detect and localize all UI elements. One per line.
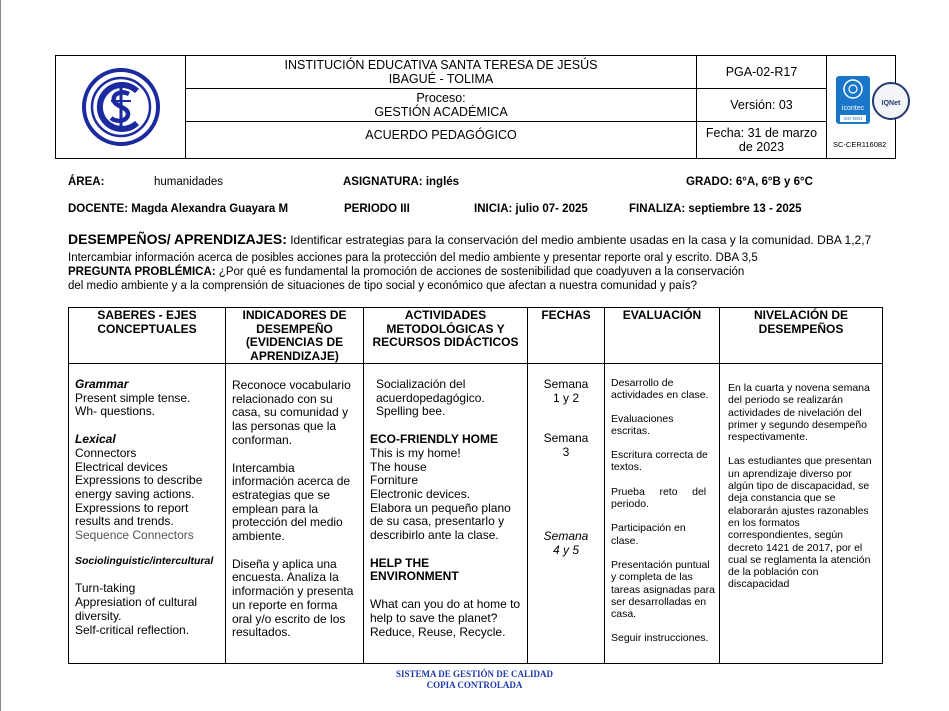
document-title-cell [186,122,697,158]
week-value: 1 y 2 [552,390,579,405]
code-cell [697,56,827,89]
document-date-line2: de 2023 [738,140,785,154]
document-version: Versión: 03 [730,98,793,112]
document-date-line1: Fecha: 31 de marzo [705,126,818,140]
socio-title: Sociolinguistic/intercultural [75,554,214,567]
footer-line2: COPIA CONTROLADA [426,680,523,690]
week-value: 3 [562,445,570,460]
cell-saberes [69,364,225,637]
objectives-line [68,231,871,247]
header-indicadores: INDICADORES DE DESEMPEÑO (EVIDENCIAS DE APRENDIZAJE) [242,308,347,363]
column-indicadores [226,308,364,663]
activity-item: Electronic devices. [370,486,471,501]
icontec-label: icontec [841,105,865,112]
icontec-icon [836,76,870,102]
header-evaluacion: EVALUACIÓN [622,308,702,322]
activity-item: Forniture [370,473,419,488]
column-saberes [69,308,226,663]
question-line2: del medio ambiente y a la comprensión de situaciones de tipo social y económico que afectan a nuestra comunidad y país? [68,280,698,292]
teacher: DOCENTE: Magda Alexandra Guayara M [68,203,289,215]
lexical-item: Sequence Connectors [75,528,194,543]
logo-cell [56,56,186,158]
evaluation-item: Presentación puntual y completa de las tareas asignadas para ser desarrolladas en casa. [611,558,715,621]
activity-item: acuerdopedagógico. [376,390,485,405]
header-nivelacion: NIVELACIÓN DE DESEMPEÑOS [753,308,848,336]
evaluation-item: Seguir instrucciones. [611,632,709,645]
subject: ASIGNATURA: inglés [343,176,460,188]
column-actividades [364,308,528,663]
question-line [68,266,744,278]
column-fechas [528,308,605,663]
indicator-item: Intercambia información acerca de estrategias que se emplean para la protección del medio ambiente. [232,460,351,544]
evaluation-item: Escritura correcta de textos. [611,449,708,474]
leveling-text: En la cuarta y novena semana del periodo se realizarán actividades de nivelación del primer y segundo desempeño respectivamente. [728,382,870,444]
evaluation-item: Participación en clase. [611,522,686,547]
pedagogical-table [68,307,883,664]
document-header [55,55,901,159]
indicator-item: Reconoce vocabulario relacionado con su casa, su comunidad y las personas que la conforman. [232,378,351,447]
objectives-text-2: Intercambiar información acerca de posibles acciones para la protección del medio ambiente y presentar reporte oral y escrito. DBA 3,5 [68,252,758,264]
header-saberes: SABERES - EJES CONCEPTUALES [97,308,197,336]
process-value: GESTIÓN ACADÉMICA [374,105,508,119]
evaluation-item: Desarrollo de actividades en clase. [611,377,709,402]
footer-line1: SISTEMA DE GESTIÓN DE CALIDAD [395,669,554,679]
column-nivelacion [720,308,882,663]
objectives-label: DESEMPEÑOS/ APRENDIZAJES: [68,231,287,247]
socio-item: Turn-taking [75,581,136,596]
lexical-item: Expressions to report results and trends. [75,500,189,529]
activity-item: Reduce, Reuse, Recycle. [370,624,506,639]
iqnet-seal-icon [872,82,910,120]
grammar-title: Grammar [75,377,129,391]
process-cell [186,89,697,122]
evaluation-item: Prueba reto del periodo. [611,485,710,511]
icontec-badge [836,76,870,124]
version-cell [697,89,827,122]
area-label: ÁREA: [68,176,105,188]
process-label: Proceso: [416,91,466,105]
leveling-text: Las estudiantes que presentan un aprendizaje diverso por algún tipo de discapacidad, se deja constancia que se elaborarán ajustes razonables en los formatos correspondientes, según decreto 1421 de 2017, por el cual se reglamenta la atención de la población con discapacidad [728,455,872,591]
certification-cell [827,56,901,158]
objectives-text: Identificar estrategias para la conservación del medio ambiente usadas en la casa y la comunidad. DBA 1,2,7 [290,233,872,247]
grade: GRADO: 6°A, 6°B y 6°C [686,176,813,188]
grammar-item: Present simple tense. [75,390,191,405]
question-line1: ¿Por qué es fundamental la promoción de acciones de sostenibilidad que coadyuven a la conservación [218,266,745,278]
institution-name: INSTITUCIÓN EDUCATIVA SANTA TERESA DE JESÚS [284,58,598,72]
page-left-rule [0,0,1,711]
institution-cell [186,56,697,89]
document-title: ACUERDO PEDAGÓGICO [365,128,517,142]
iqnet-label: IQNet [881,100,901,107]
column-evaluacion [605,308,720,663]
area-value: humanidades [154,176,224,188]
institution-city: IBAGUÉ - TOLIMA [388,72,494,86]
period: PERIODO III [344,203,410,215]
lexical-item: Electrical devices [75,459,168,474]
end-date: FINALIZA: septiembre 13 - 2025 [629,203,802,215]
indicator-item: Diseña y aplica una encuesta. Analiza la información y presenta un reporte en forma oral y/o escrito de los resultados. [232,556,354,640]
cell-actividades [364,364,527,639]
activity-item: Spelling bee. [376,404,446,419]
socio-item: Appresiation of cultural diversity. [75,595,198,623]
activity-item: The house [370,459,427,474]
week-label: Semana [543,528,589,543]
cell-fechas [528,364,604,557]
activity-item: This is my home! [370,445,461,460]
start-date: INICIA: julio 07- 2025 [474,203,588,215]
cell-nivelacion [720,364,882,591]
cert-code: SC-CER116082 [833,140,887,149]
cell-evaluacion [605,364,719,645]
eco-title: ECO-FRIENDLY HOME [370,432,499,447]
week-label: Semana [543,377,589,391]
lexical-title: Lexical [75,432,116,447]
header-fechas: FECHAS [541,308,591,322]
date-cell [697,122,827,158]
activity-item: Elabora un pequeño plano de su casa, presentarlo y describirlo ante la clase. [370,500,511,543]
school-logo-icon [81,67,161,147]
help-title: HELP THE ENVIRONMENT [370,555,459,584]
lexical-item: Connectors [75,445,137,460]
socio-item: Self-critical reflection. [75,622,190,637]
evaluation-item: Evaluaciones escritas. [611,412,674,437]
iso-label: ISO 9001 [840,115,866,122]
header-actividades: ACTIVIDADES METODOLÓGICAS Y RECURSOS DIDÁCTICOS [372,308,519,349]
lexical-item: Expressions to describe energy saving actions. [75,473,203,501]
cell-indicadores [226,364,363,640]
week-value: 4 y 5 [552,542,579,557]
activity-item: Socialización del [376,377,466,391]
grammar-item: Wh- questions. [75,404,156,419]
activity-item: What can you do at home to help to save the planet? [370,597,521,625]
week-label: Semana [543,431,589,446]
question-label: PREGUNTA PROBLÉMICA: [68,266,216,278]
document-code: PGA-02-R17 [725,65,798,79]
